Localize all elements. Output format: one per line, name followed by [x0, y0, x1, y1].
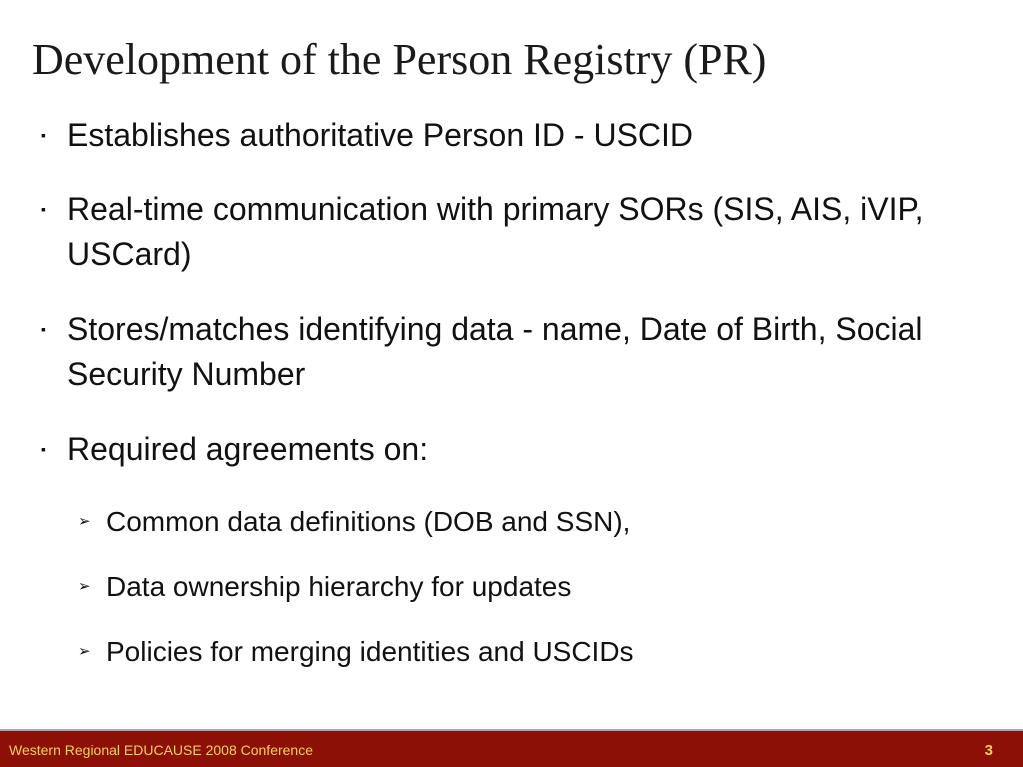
bullet-text: Stores/matches identifying data - name, Date of Birth, Social Security Number [67, 311, 923, 392]
slide-title: Development of the Person Registry (PR) [32, 35, 767, 84]
bullet-text: Real-time communication with primary SORs (SIS, AIS, iVIP, USCard) [67, 191, 924, 272]
arrowhead-bullet-icon: ➢ [78, 513, 91, 530]
square-bullet-icon: ▪ [41, 321, 46, 337]
square-bullet-icon: ▪ [41, 441, 46, 457]
square-bullet-icon: ▪ [41, 127, 46, 143]
sub-bullet-text: Common data definitions (DOB and SSN), [106, 506, 631, 537]
sub-bullet-text: Policies for merging identities and USCIDs [106, 636, 634, 667]
bullet-text: Required agreements on: [67, 431, 429, 467]
page-number: 3 [984, 742, 993, 759]
footer-conference-text: Western Regional EDUCAUSE 2008 Conference [9, 742, 314, 758]
footer-bar [0, 731, 1023, 767]
arrowhead-bullet-icon: ➢ [78, 643, 91, 660]
sub-bullet-text: Data ownership hierarchy for updates [106, 571, 572, 602]
arrowhead-bullet-icon: ➢ [78, 578, 91, 595]
bullet-text: Establishes authoritative Person ID - USCID [67, 117, 694, 153]
square-bullet-icon: ▪ [41, 201, 46, 217]
